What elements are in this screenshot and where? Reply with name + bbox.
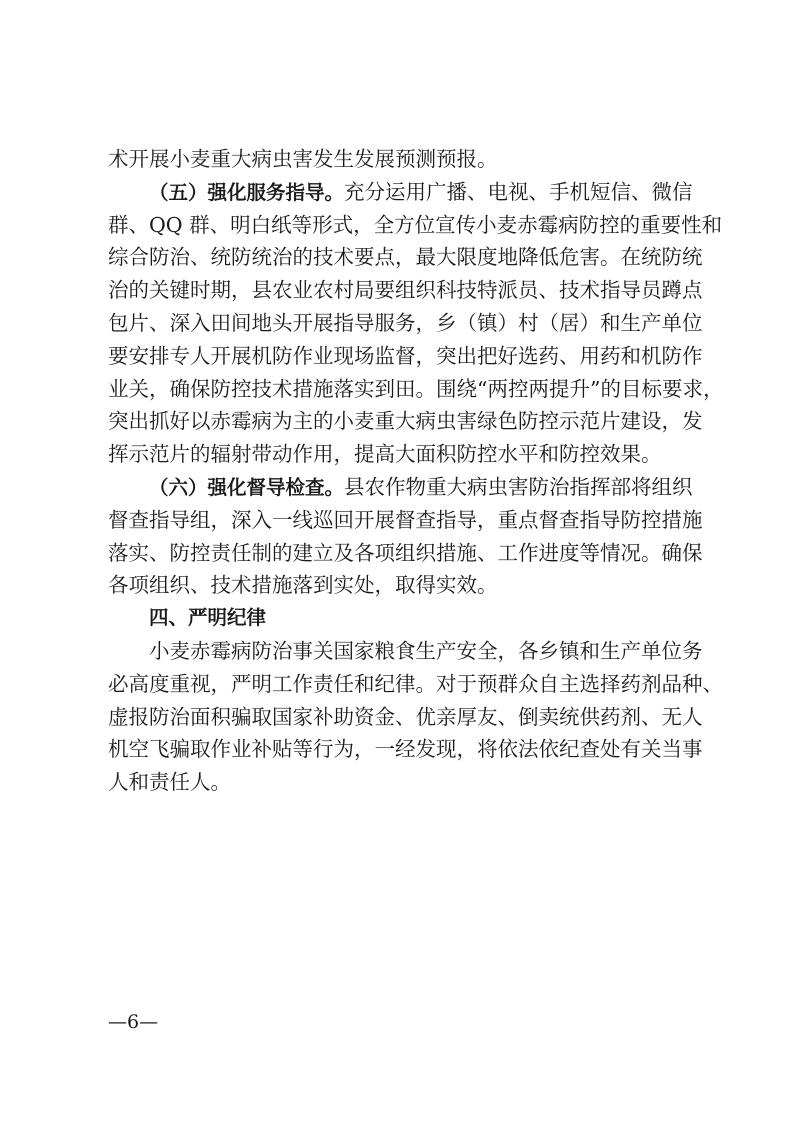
section-6-first-line xyxy=(108,471,693,504)
paragraph-line: 人和责任人。 xyxy=(108,770,231,795)
paragraph-line: 必高度重视，严明工作责任和纪律。对于预群众自主选择药剂品种、 xyxy=(108,671,723,696)
paragraph-line: 包片、深入田间地头开展指导服务，乡（镇）村（居）和生产单位 xyxy=(108,310,703,335)
section-5-text: 充分运用广播、电视、手机短信、微信 xyxy=(344,179,693,204)
section-5-title: （五）强化服务指导。 xyxy=(149,180,345,204)
paragraph-line: 术开展小麦重大病虫害发生发展预测预报。 xyxy=(108,147,498,171)
paragraph-line: 治的关键时期，县农业农村局要组织科技特派员、技术指导员蹲点 xyxy=(108,278,703,303)
page-number: —6— xyxy=(108,1011,159,1033)
paragraph-line: 群、QQ 群、明白纸等形式，全方位宣传小麦赤霉病防控的重要性和 xyxy=(108,212,723,237)
paragraph-line: 机空飞骗取作业补贴等行为，一经发现，将依法依纪查处有关当事 xyxy=(108,737,703,762)
section-heading: 四、严明纪律 xyxy=(149,606,267,630)
paragraph-line: 综合防治、统防统治的技术要点，最大限度地降低危害。在统防统 xyxy=(108,245,703,270)
section-6-title: （六）强化督导检查。 xyxy=(149,475,345,499)
paragraph-line: 落实、防控责任制的建立及各项组织措施、工作进度等情况。确保 xyxy=(108,540,703,565)
paragraph-line: 督查指导组，深入一线巡回开展督查指导，重点督查指导防控措施 xyxy=(108,507,703,532)
paragraph-line: 各项组织、技术措施落到实处，取得实效。 xyxy=(108,573,498,598)
document-body xyxy=(108,143,724,799)
section-6-text: 县农作物重大病虫害防治指挥部将组织 xyxy=(344,474,693,499)
paragraph-line: 要安排专人开展机防作业现场监督，突出把好选药、用药和机防作 xyxy=(108,343,703,368)
paragraph-line: 突出抓好以赤霉病为主的小麦重大病虫害绿色防控示范片建设，发 xyxy=(108,409,703,434)
paragraph-line: 挥示范片的辐射带动作用，提高大面积防控水平和防控效果。 xyxy=(108,442,662,467)
paragraph-line: 小麦赤霉病防治事关国家粮食生产安全，各乡镇和生产单位务 xyxy=(149,638,703,663)
section-5-first-line xyxy=(108,176,693,209)
paragraph-line: 业关，确保防控技术措施落实到田。围绕“两控两提升”的目标要求， xyxy=(108,376,724,401)
paragraph-line: 虚报防治面积骗取国家补助资金、优亲厚友、倒卖统供药剂、无人 xyxy=(108,704,703,729)
